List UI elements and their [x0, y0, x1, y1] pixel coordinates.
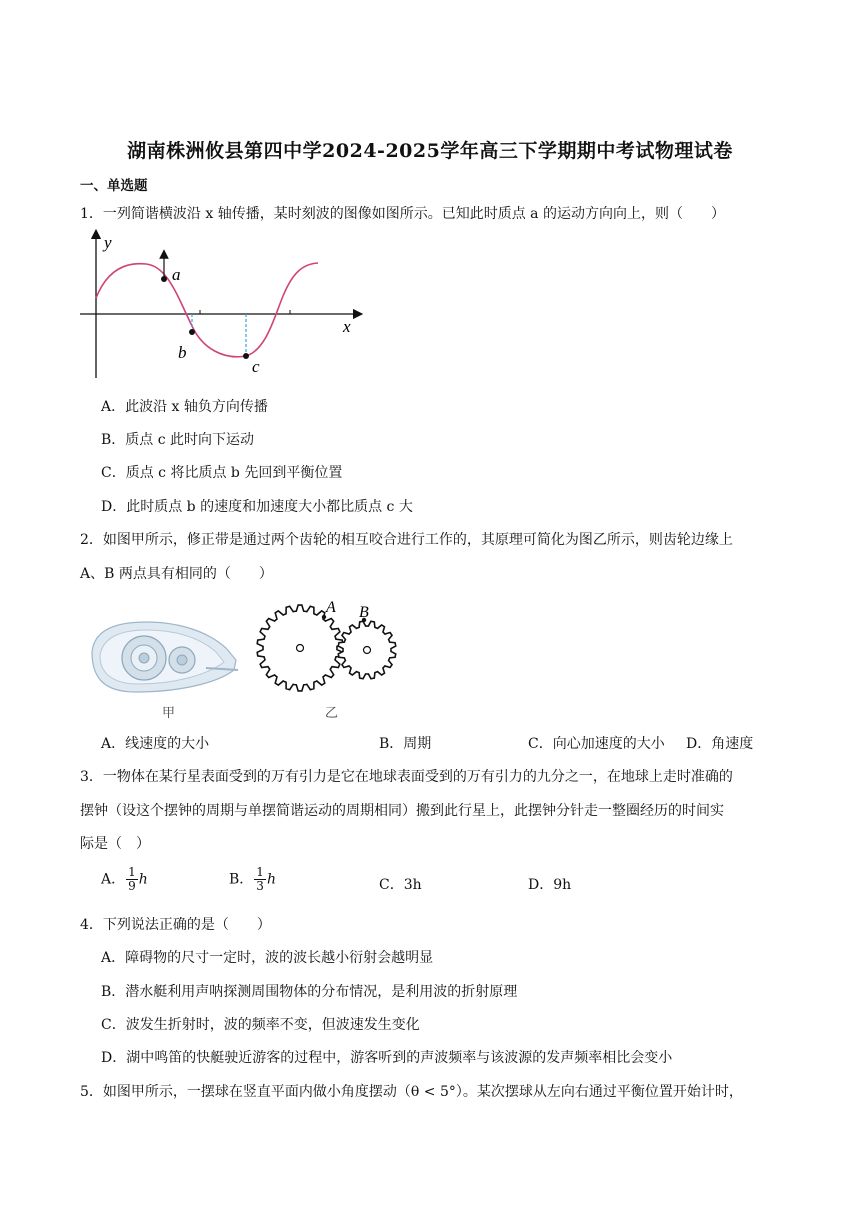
- c-label: c: [252, 357, 260, 376]
- q2-option-a[interactable]: A．线速度的大小: [101, 736, 210, 752]
- section-heading: 一、单选题: [80, 178, 148, 194]
- q2-stem-line1: 2．如图甲所示，修正带是通过两个齿轮的相互咬合进行工作的，其原理可简化为图乙所示，则齿轮边缘上: [80, 532, 733, 548]
- point-a: [161, 276, 167, 282]
- b-label: b: [178, 343, 187, 362]
- label-A: A: [326, 600, 336, 616]
- q1-option-c[interactable]: C．质点 c 将比质点 b 先回到平衡位置: [101, 465, 343, 481]
- small-gear: [338, 621, 395, 678]
- correction-tape-image: [92, 622, 238, 692]
- y-label: y: [104, 233, 112, 252]
- label-jia: 甲: [162, 706, 176, 721]
- q1-option-a[interactable]: A．此波沿 x 轴负方向传播: [101, 399, 268, 415]
- x-label: x: [343, 317, 351, 336]
- q3-option-c[interactable]: C．3h: [379, 877, 422, 893]
- q2-stem-line2: A、B 两点具有相同的（ ）: [80, 566, 273, 582]
- q2-option-b[interactable]: B．周期: [379, 736, 432, 752]
- q4-option-b[interactable]: B．潜水艇利用声呐探测周围物体的分布情况，是利用波的折射原理: [101, 984, 518, 1000]
- q2-option-c[interactable]: C．向心加速度的大小: [528, 736, 665, 752]
- q1-option-b[interactable]: B．质点 c 此时向下运动: [101, 432, 255, 448]
- large-gear: [257, 605, 343, 691]
- q4-option-c[interactable]: C．波发生折射时，波的频率不变，但波速发生变化: [101, 1017, 420, 1033]
- q2-option-d[interactable]: D．角速度: [686, 736, 754, 752]
- q3-option-d[interactable]: D．9h: [528, 877, 572, 893]
- a-label: a: [172, 265, 181, 284]
- q4-option-d[interactable]: D．湖中鸣笛的快艇驶近游客的过程中，游客听到的声波频率与该波源的发声频率相比会变小: [101, 1050, 673, 1066]
- label-B: B: [359, 604, 369, 621]
- point-b: [189, 329, 195, 335]
- fraction: $\frac{1}{9}$: [128, 865, 136, 893]
- label-yi: 乙: [325, 706, 339, 721]
- q3-option-b[interactable]: B． $\frac{1}{3}$ h: [229, 865, 276, 893]
- q1-stem: 1．一列简谐横波沿 x 轴传播，某时刻波的图像如图所示。已知此时质点 a 的运动方向向上，则（ ）: [80, 206, 725, 222]
- q3-option-a[interactable]: A． $\frac{1}{9}$ h: [101, 865, 148, 893]
- q4-stem: 4．下列说法正确的是（ ）: [80, 917, 271, 933]
- q2-correction-tape-figure: [86, 600, 406, 724]
- q5-stem: 5．如图甲所示，一摆球在竖直平面内做小角度摆动（θ < 5°）。某次摆球从左向右通过平衡位置开始计时，: [80, 1084, 743, 1100]
- q3-stem-line1: 3．一物体在某行星表面受到的万有引力是它在地球表面受到的万有引力的九分之一，在地球上走时准确的: [80, 769, 733, 785]
- q1-wave-figure: [78, 228, 368, 380]
- point-c: [243, 353, 249, 359]
- page-title: 湖南株洲攸县第四中学2024-2025学年高三下学期期中考试物理试卷: [127, 140, 733, 162]
- q1-option-d[interactable]: D．此时质点 b 的速度和加速度大小都比质点 c 大: [101, 499, 413, 515]
- wave-curve: [96, 263, 318, 357]
- q3-stem-line2: 摆钟（设这个摆钟的周期与单摆简谐运动的周期相同）搬到此行星上，此摆钟分针走一整圈经历的时间实: [80, 803, 724, 819]
- q3-stem-line3: 际是（ ）: [80, 836, 150, 852]
- q4-option-a[interactable]: A．障碍物的尺寸一定时，波的波长越小衍射会越明显: [101, 950, 434, 966]
- fraction: $\frac{1}{3}$: [256, 865, 264, 893]
